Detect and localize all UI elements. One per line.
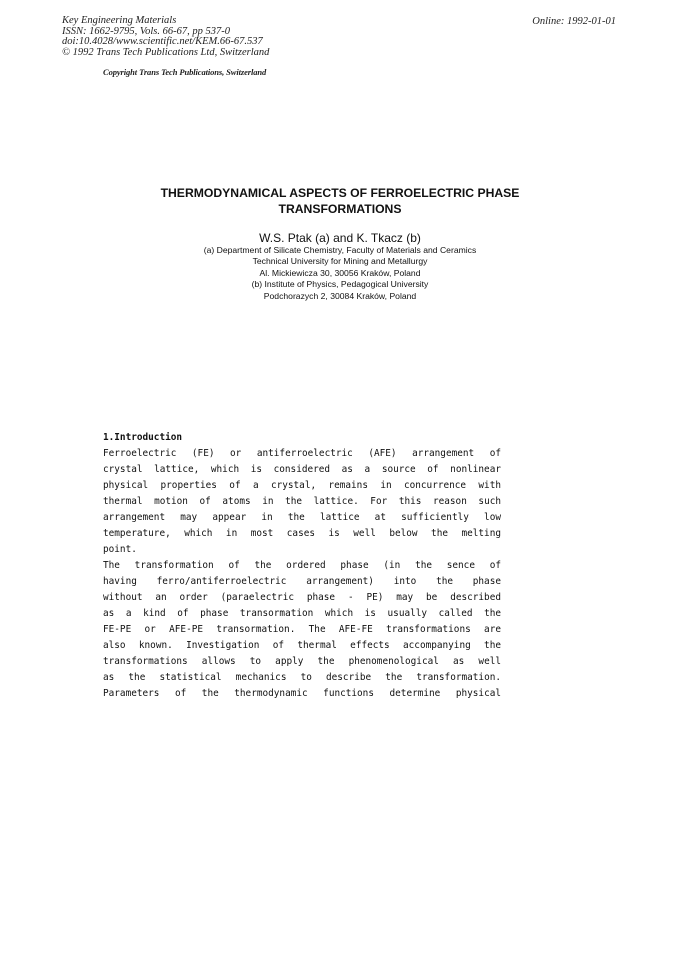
body-line: thermal motion of atoms in the lattice. For this reason such	[103, 496, 501, 507]
doi: doi:10.4028/www.scientific.net/KEM.66-67.537	[62, 36, 263, 48]
body-line: as the statistical mechanics to describe the transformation.	[103, 672, 501, 683]
affiliation-line: (b) Institute of Physics, Pedagogical University	[251, 279, 429, 290]
issn: ISSN: 1662-9795, Vols. 66-67, pp 537-0	[62, 25, 230, 37]
online-date: Online: 1992-01-01	[532, 16, 616, 27]
body-line: temperature, which in most cases is well below the melting	[103, 528, 501, 539]
author-list: W.S. Ptak (a) and K. Tkacz (b)	[259, 231, 421, 245]
affiliation-line: Al. Mickiewicza 30, 30056 Kraków, Poland	[259, 267, 421, 278]
copyright-notice: © 1992 Trans Tech Publications Ltd, Switzerland	[62, 46, 270, 58]
body-line: FE-PE or AFE-PE transormation. The AFE-FE transformations are	[103, 624, 501, 635]
journal-name: Key Engineering Materials	[62, 15, 177, 26]
affiliation-line: Podchorazych 2, 30084 Kraków, Poland	[263, 290, 417, 301]
body-text	[103, 430, 501, 702]
affiliations	[90, 245, 590, 302]
body-line: transformations allows to apply the phenomenological as well	[103, 656, 501, 667]
citation-header	[62, 16, 269, 58]
body-line: arrangement may appear in the lattice at sufficiently low	[103, 512, 501, 523]
body-line: The transformation of the ordered phase (in the sence of	[103, 560, 501, 571]
body-line: also known. Investigation of thermal effects accompanying the	[103, 640, 501, 651]
section-heading: 1.Introduction	[103, 432, 183, 443]
paper-title	[90, 185, 590, 217]
body-line: Ferroelectric (FE) or antiferroelectric (AFE) arrangement of	[103, 448, 501, 459]
body-line: without an order (paraelectric phase - PE) may be described	[103, 592, 501, 603]
body-line: physical properties of a crystal, remains in concurrence with	[103, 480, 501, 491]
body-line: crystal lattice, which is considered as a source of nonlinear	[103, 464, 501, 475]
publisher-copyright: Copyright Trans Tech Publications, Switzerland	[103, 67, 267, 77]
title-line-2: TRANSFORMATIONS	[278, 202, 402, 216]
body-line: point.	[103, 544, 137, 555]
affiliation-line: (a) Department of Silicate Chemistry, Faculty of Materials and Ceramics	[203, 245, 477, 255]
body-line: as a kind of phase transormation which is usually called the	[103, 608, 501, 619]
title-line-1: THERMODYNAMICAL ASPECTS OF FERROELECTRIC PHASE	[160, 186, 520, 200]
body-line: having ferro/antiferroelectric arrangement) into the phase	[103, 576, 501, 587]
body-line: Parameters of the thermodynamic functions determine physical	[103, 688, 501, 699]
affiliation-line: Technical University for Mining and Metallurgy	[252, 256, 428, 267]
